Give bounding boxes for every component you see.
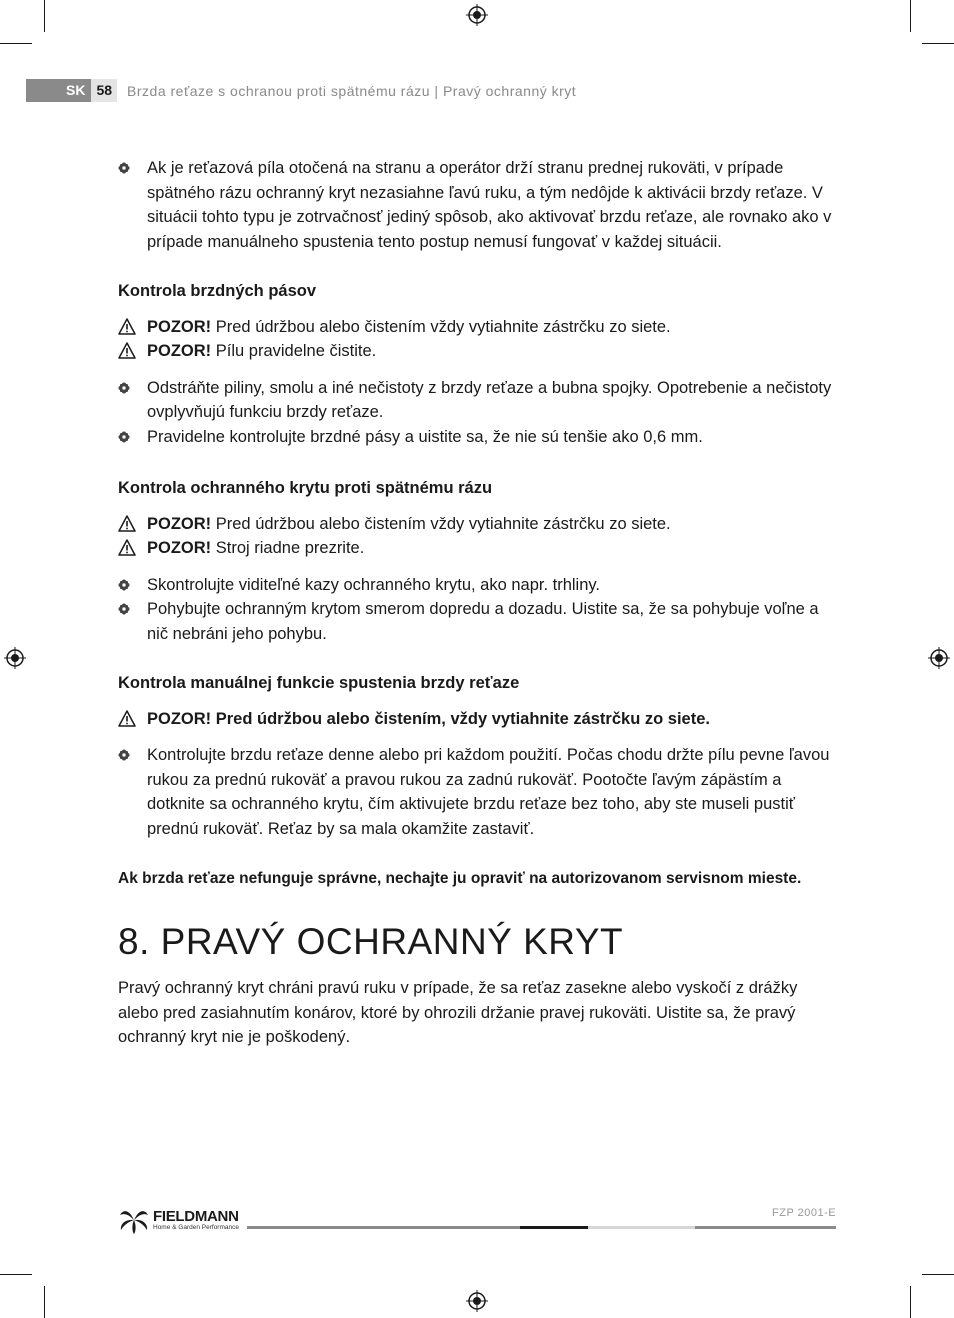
brand-name: FIELDMANN [153, 1207, 239, 1225]
warning-line [118, 339, 834, 364]
bullet-text: Pravidelne kontrolujte brzdné pásy a uistite sa, že nie sú tenšie ako 0,6 mm. [147, 427, 703, 446]
flower-bullet-icon [118, 382, 130, 394]
registration-mark-icon [928, 647, 950, 669]
list-item [118, 597, 834, 646]
chapter-block [118, 920, 834, 1050]
flower-bullet-icon [118, 603, 130, 615]
model-number: FZP 2001-E [772, 1207, 837, 1219]
crop-mark [922, 1274, 954, 1275]
warning-line [118, 512, 834, 537]
footer-rule [588, 1226, 695, 1229]
list-item [118, 156, 834, 254]
warning-triangle-icon [118, 515, 136, 532]
header-bar [26, 79, 60, 102]
crop-mark [910, 0, 911, 32]
list-item [118, 376, 834, 425]
crop-mark [0, 1274, 32, 1275]
registration-mark-icon [466, 4, 488, 26]
header-title: Brzda reťaze s ochranou proti spätnému rázu | Pravý ochranný kryt [127, 82, 577, 99]
crop-mark [44, 1286, 45, 1318]
list-item [118, 425, 834, 450]
warning-text: Pred údržbou alebo čistením vždy vytiahnite zástrčku zo siete. [211, 317, 671, 336]
crop-mark [922, 43, 954, 44]
warning-text: Pred údržbou alebo čistením vždy vytiahnite zástrčku zo siete. [211, 514, 671, 533]
warning-label: POZOR! [147, 539, 212, 557]
warning-label: POZOR! [147, 317, 212, 336]
warning-line [118, 536, 834, 561]
crop-mark [44, 0, 45, 32]
section-heading: Kontrola brzdných pásov [118, 282, 317, 300]
flower-bullet-icon [118, 162, 130, 174]
warning-triangle-icon [118, 318, 136, 335]
bullet-text: Skontrolujte viditeľné kazy ochranného krytu, ako napr. trhliny. [147, 575, 601, 594]
service-notice: Ak brzda reťaze nefunguje správne, nechajte ju opraviť na autorizovanom servisnom mieste. [118, 870, 802, 887]
bullet-text: Odstráňte piliny, smolu a iné nečistoty z brzdy reťaze a bubna spojky. Opotrebenie a nečistoty ovplyvňujú funkciu brzdy reťaze. [147, 378, 832, 421]
crop-mark [0, 43, 32, 44]
warning-triangle-icon [118, 539, 136, 556]
bullet-text: Pohybujte ochranným krytom smerom dopredu a dozadu. Uistite sa, že sa pohybuje voľne a nič nebráni jeho pohybu. [147, 600, 819, 643]
list-item [118, 743, 834, 841]
warning-triangle-icon [118, 342, 136, 359]
chapter-body: Pravý ochranný kryt chráni pravú ruku v prípade, že sa reťaz zasekne alebo vyskočí z drážky alebo pred zasiahnutím konárov, ktoré by ohrozili držanie pravej rukoväti. Uistite sa, že pravý ochranný kryt nie je poškodený. [118, 979, 798, 1046]
brand-logo [118, 1205, 239, 1235]
chapter-title: 8. PRAVÝ OCHRANNÝ KRYT [118, 921, 624, 962]
section-heading: Kontrola ochranného krytu proti spätnému rázu [118, 479, 493, 497]
warning-triangle-icon [118, 710, 136, 727]
intro-block [118, 156, 834, 254]
warning-line [118, 707, 834, 732]
footer-rule [247, 1226, 520, 1229]
flower-bullet-icon [118, 431, 130, 443]
warning-line [118, 315, 834, 340]
fieldmann-logo-icon [118, 1205, 150, 1235]
flower-bullet-icon [118, 749, 130, 761]
warning-label: POZOR! [147, 514, 212, 533]
section-kickback-guard [118, 476, 834, 646]
flower-bullet-icon [118, 579, 130, 591]
registration-mark-icon [466, 1290, 488, 1312]
footer-rule [695, 1226, 836, 1229]
section-manual-brake [118, 671, 834, 841]
list-item [118, 573, 834, 598]
page-header [26, 79, 576, 102]
registration-mark-icon [4, 647, 26, 669]
warning-text: POZOR! Pred údržbou alebo čistením, vždy vytiahnite zástrčku zo siete. [147, 709, 710, 728]
footer-rule [520, 1226, 588, 1229]
section-brake-bands [118, 279, 834, 449]
warning-label: POZOR! [147, 342, 212, 360]
warning-text: Pílu pravidelne čistite. [211, 342, 377, 360]
section-heading: Kontrola manuálnej funkcie spustenia brzdy reťaze [118, 674, 520, 692]
warning-text: Stroj riadne prezrite. [211, 539, 365, 557]
crop-mark [910, 1286, 911, 1318]
page-number: 58 [91, 79, 117, 102]
brand-tagline: Home & Garden Performance [153, 1223, 239, 1231]
language-code: SK [60, 79, 91, 102]
bullet-text: Ak je reťazová píla otočená na stranu a operátor drží stranu prednej rukoväti, v prípade spätného rázu ochranný kryt nezasiahne ľavú ruku, a tým nedôjde k aktivácii brzdy reťaze. V situácii tohto typu je zotrvačnosť jediný spôsob, ako aktivovať brzdu reťaze, ale rovnako ako v prípade manuálneho spustenia tento postup nemusí fungovať v každej situácii. [147, 159, 832, 251]
bullet-text: Kontrolujte brzdu reťaze denne alebo pri každom použití. Počas chodu držte pílu pevne ľavou rukou za prednú rukoväť a pravou rukou za zadnú rukoväť. Pootočte ľavým zápästím a dotknite sa ochranného krytu, čím aktivujete brzdu reťaze bez toho, aby ste museli pustiť prednú rukoväť. Reťaz by sa mala okamžite zastaviť. [147, 746, 830, 838]
